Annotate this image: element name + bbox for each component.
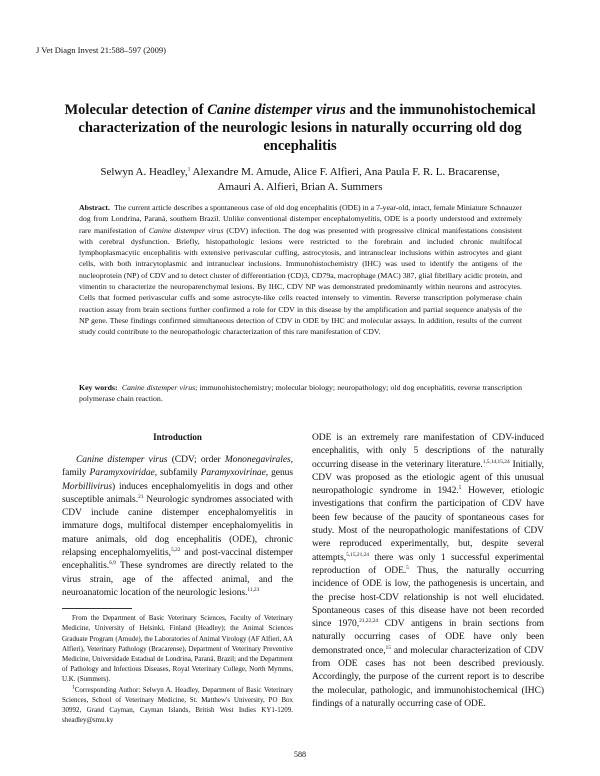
right-column: ODE is an extremely rare manifestation of CDV-induced encephalitis, with only 5 descriptions of the naturally occurring disease in the veterinary literature.$^{1,5,14,15,24}$ Initially, CDV was proposed as the etiologic agent of this unusual neuropathologic syndrome in 1942.$^5$ However, etiologic investigations that confirm the participation of CDV have been few because of the paucity of spontaneous cases for study. Most of the neuropathologic manifestations of CDV were reproduced experimentally, but, despite several attempts,$^{5,15,21,24}$ there was only 1 successful experimental reproduction of ODE.$^5$ Thus, the naturally occurring incidence of ODE is low, the pathogenesis is uncertain, and the precise host-CDV relationship is not well elucidated. Spontaneous cases of this disease have not been recorded since 1970,$^{21,22,24}$ CDV antigens in brain sections from naturally occurring cases of ODE have only been demonstrated once,$^{15}$ and molecular characterization of CDV from ODE cases has not been described previously. Accordingly, the purpose of the current report is to describe the molecular, pathologic, and immunohistochemical (IHC) findings of a naturally occurring case of ODE.	[312, 433, 545, 709]
page-number: 588	[294, 750, 306, 759]
keywords: Key words: Canine distemper virus; immunohistochemistry; molecular biology; neuropathology; old dog encephalitis, reverse transcription polymerase chain reaction.	[79, 383, 522, 404]
left-column	[62, 432, 293, 726]
footnote-divider	[62, 608, 132, 609]
article-title	[60, 101, 540, 155]
abstract: Abstract. The current article describes a spontaneous case of old dog encephalitis (ODE) in a 7-year-old, intact, female Miniature Schnauzer dog from Londrina, Paraná, southern Brazil. Unlike conventional distemper encephalomyelitis, ODE is a poorly understood and extremely rare manifestation of Canine distemper virus (CDV) infection. The dog was presented with progressive clinical manifestations consistent with cerebral dysfunction. Briefly, histopathologic lesions were restricted to the forebrain and included chronic multifocal lymphoplasmacytic encephalitis with extensive perivascular cuffing, astrocytosis, and intranuclear inclusions within astrocytes and giant cells, with both intracytoplasmic and intranuclear inclusions. Immunohistochemistry (IHC) was used to identify the antigens of the nucleoprotein (NP) of CDV and to detect cluster of differentiation (CD)3, CD79a, macrophage (MAC) 387, glial fibrillary acidic protein, and vimentin to characterize the neuroparenchymal lesions. By IHC, CDV NP was demonstrated predominantly within neurons and astrocytes. Cells that formed perivascular cuffs and some astrocyte-like cells reacted intensely to vimentin. Reverse transcription polymerase chain reaction assay from brain sections further confirmed a role for CDV in this disease by the amplification and partial sequence analysis of the NP gene. These findings confirmed simultaneous detection of CDV in ODE by IHC and molecular assays. In addition, results of the current study could contribute to the neuropathologic characterization of this rare manifestation of CDV.	[79, 203, 522, 337]
title-virus-name: Canine distemper virus	[207, 102, 346, 118]
introduction-paragraph: Canine distemper virus (CDV; order Mononegavirales, family Paramyxoviridae, subfamily Paramyxovirinae, genus Morbillivirus) induces encephalomyelitis in dogs and other susceptible animals.$^{21}$ Neurologic syndromes associated with CDV include canine distemper encephalomyelitis in immature dogs, multifocal distemper encephalomyelitis in mature animals, old dog encephalitis (ODE), chronic relapsing encephalomyelitis,$^{5,22}$ and post-vaccinal distemper encephalitis.$^{6,9}$ These syndromes are directly related to the virus strain, age of the affected animal, and the neuroanatomic location of the neurologic lesions.$^{11,23}$	[62, 455, 293, 598]
running-header: J Vet Diagn Invest 21:588–597 (2009)	[36, 45, 166, 55]
author-line-2: Amauri A. Alfieri, Brian A. Summers	[217, 181, 383, 193]
author-affiliation-marker: 1	[187, 166, 191, 173]
footnote-affiliations: From the Department of Basic Veterinary Sciences, Faculty of Veterinary Medicine, University of Helsinki, Finland (Headley); the Animal Sciences Graduate Program (Amude), the Laboratories of Animal Virology (AF Alfieri, AA Alfieri), Veterinary Pathology (Bracarense), Department of Veterinary Preventive Medicine, Universidade Estadual de Londrina, Paraná, Brazil; and the Department of Pathology and Infectious Diseases, Royal Veterinary College, North Mymms, U.K. (Summers).	[62, 614, 293, 684]
section-heading-introduction: Introduction	[153, 432, 202, 442]
keywords-label: Key words:	[79, 383, 118, 392]
abstract-label: Abstract.	[79, 203, 110, 212]
title-part-1: Molecular detection of	[64, 102, 208, 118]
footnote-corresponding-author: $^1$Corresponding Author: Selwyn A. Headley, Department of Basic Veterinary Sciences, School of Veterinary Medicine, St. Matthew's University, PO Box 30992, Grand Cayman, Cayman Islands, British West Indies KY1-1209. sheadley@smu.ky	[62, 684, 293, 725]
title-part-2: and the immunohistochemical characterization of the neurologic lesions in naturally occurring old dog encephalitis	[78, 102, 536, 154]
author-list	[70, 165, 530, 195]
author-line-1: Selwyn A. Headley,$^1$ Alexandre M. Amude, Alice F. Alfieri, Ana Paula F. R. L. Bracarense,	[100, 166, 500, 178]
